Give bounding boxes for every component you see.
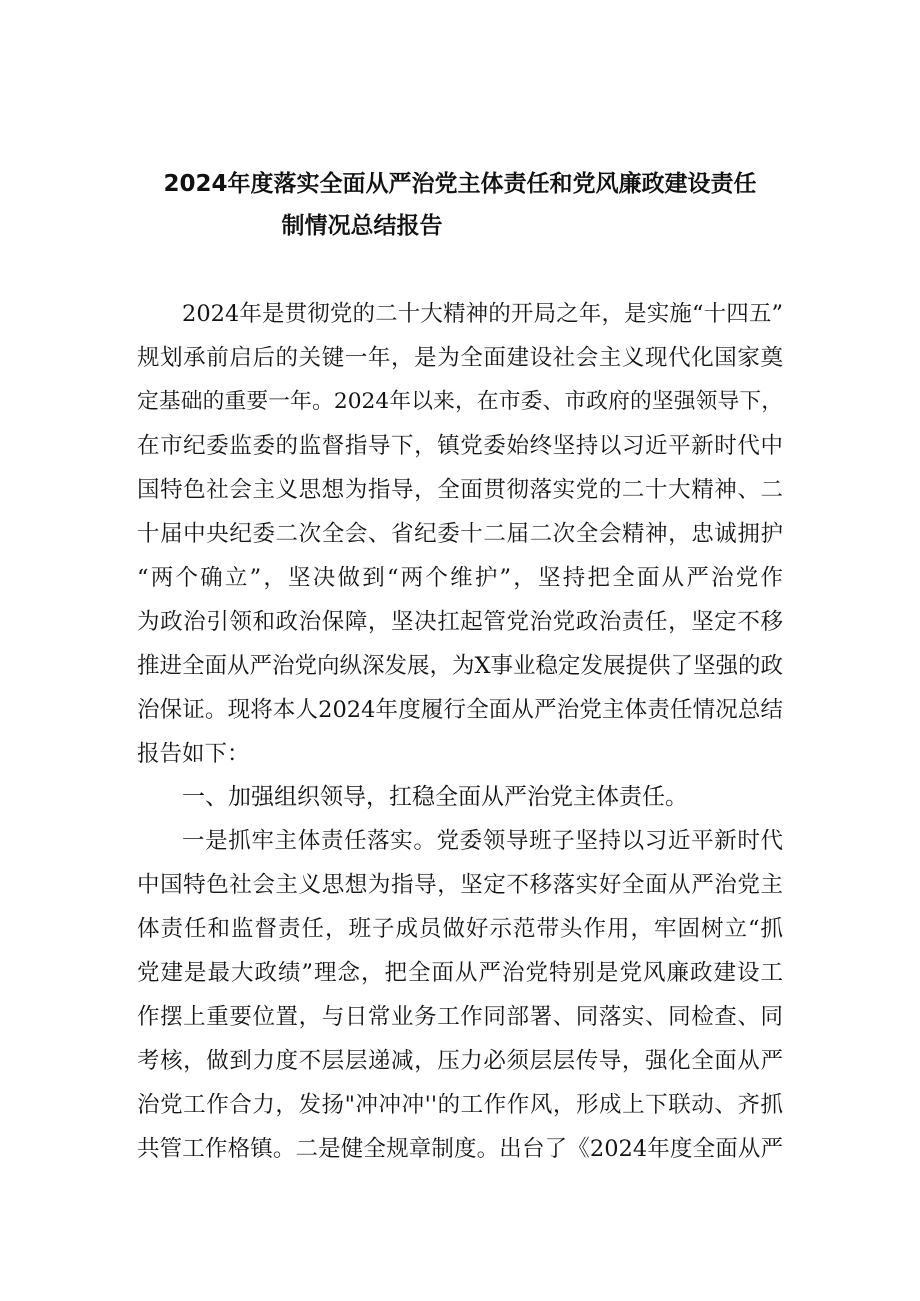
- section-1-paragraph-line: 一是抓牢主体责任落实。党委领导班子坚持以习近平新时代: [182, 828, 783, 854]
- section-1-paragraph-line: 共管工作格镇。二是健全规章制度。出台了《2024年度全面从严: [137, 1136, 783, 1162]
- intro-paragraph-line: 定基础的重要一年。2024年以来，在市委、市政府的坚强领导下，: [137, 389, 783, 414]
- document-title-line-1: 2024年度落实全面从严治党主体责任和党风廉政建设责任: [163, 171, 757, 197]
- section-1-paragraph-line: 治党工作合力，发扬"冲冲冲''的工作作风，形成上下联动、齐抓: [137, 1092, 783, 1118]
- intro-paragraph-line: “两个确立”，坚决做到“两个维护”，坚持把全面从严治党作: [137, 565, 783, 591]
- section-1-paragraph-line: 体责任和监督责任，班子成员做好示范带头作用，牢固树立“抓: [137, 916, 783, 942]
- section-1-paragraph-line: 党建是最大政绩”理念，把全面从严治党特别是党风廉政建设工: [137, 960, 783, 986]
- intro-paragraph-line: 2024年是贯彻党的二十大精神的开局之年，是实施“十四五”: [182, 301, 783, 327]
- intro-paragraph-line: 规划承前启后的关键一年，是为全面建设社会主义现代化国家奠: [137, 345, 783, 371]
- intro-paragraph-line: 推进全面从严治党向纵深发展，为X事业稳定发展提供了坚强的政: [137, 653, 784, 679]
- section-1-paragraph-line: 考核，做到力度不层层递减，压力必须层层传导，强化全面从严: [137, 1048, 783, 1074]
- section-1-paragraph-line: 中国特色社会主义思想为指导，坚定不移落实好全面从严治党主: [137, 872, 783, 898]
- intro-paragraph-line: 国特色社会主义思想为指导，全面贯彻落实党的二十大精神、二: [137, 477, 783, 503]
- section-1-paragraph-line: 作摆上重要位置，与日常业务工作同部署、同落实、同检查、同: [137, 1004, 783, 1030]
- document-title-line-2: 制情况总结报告: [281, 213, 443, 239]
- section-1-heading: 一、加强组织领导，扛稳全面从严治党主体责任。: [182, 784, 688, 810]
- intro-paragraph-line: 报告如下：: [137, 741, 250, 767]
- intro-paragraph-line: 在市纪委监委的监督指导下，镇党委始终坚持以习近平新时代中: [137, 433, 783, 459]
- intro-paragraph-line: 十届中央纪委二次全会、省纪委十二届二次全会精神，忠诚拥护: [137, 521, 783, 547]
- intro-paragraph-line: 为政治引领和政治保障，坚决扛起管党治党政治责任，坚定不移: [137, 609, 783, 635]
- intro-paragraph-line: 治保证。现将本人2024年度履行全面从严治党主体责任情况总结: [137, 697, 783, 723]
